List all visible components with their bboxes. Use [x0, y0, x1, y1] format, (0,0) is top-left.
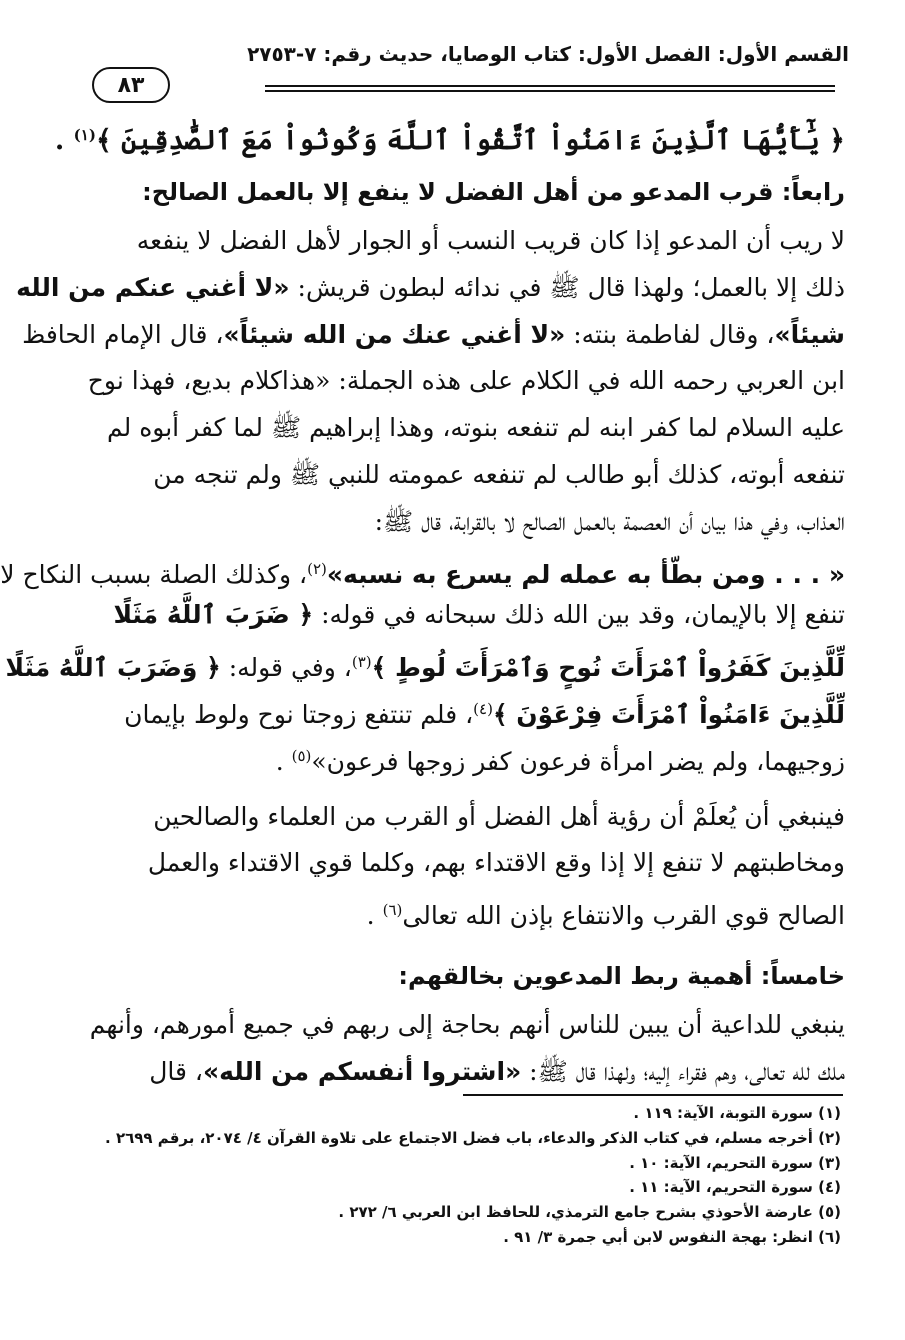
footnote-ref: (١): [73, 126, 96, 144]
main-text: [0, 106, 845, 1096]
text-line: [85, 686, 845, 733]
text-span: ، قال: [149, 1056, 203, 1086]
text-span: ، فلم تنتفع زوجتا نوح ولوط بإيمان: [124, 699, 474, 729]
footnote: (٢) أخرجه مسلم، في كتاب الذكر والدعاء، باب فضل الاجتماع على تلاوة القرآن ٤/ ٢٠٧٤، برقم ٢٦٩٩ .: [105, 1128, 841, 1147]
verse-end: .: [54, 125, 74, 156]
footnote: (٤) سورة التحريم، الآية: ١١ .: [629, 1178, 841, 1197]
text-line: ينبغي للداعية أن يبين للناس أنهم بحاجة إلى ربهم في جميع أمورهم، وأنهم: [89, 1009, 845, 1039]
section-heading-5: خامساً: أهمية ربط المدعوين بخالقهم:: [398, 961, 845, 990]
footnote: (٣) سورة التحريم، الآية: ١٠ .: [629, 1153, 841, 1172]
footnotes: [81, 1101, 841, 1250]
footnote-ref: (٣): [351, 653, 372, 672]
hadith-quote: «لا أغني عنك من الله شيئاً»: [223, 319, 566, 349]
spacer: [85, 780, 845, 794]
verse-text: ﴿ يَٰٓأَيُّهَا ٱلَّذِينَ ءَامَنُواْ ٱتَّقُواْ ٱللَّهَ وَكُونُواْ مَعَ ٱلصَّٰدِقِينَ ﴾: [95, 125, 845, 156]
text-line: لا ريب أن المدعو إذا كان قريب النسب أو الجوار لأهل الفضل لا ينفعه: [136, 226, 845, 255]
quran-quote: لِّلَّذِينَ كَفَرُواْ ٱمْرَأَتَ نُوحٍ وَٱمْرَأَتَ لُوطٍ ﴾: [371, 653, 845, 683]
quran-quote: ﴿ وَضَرَبَ ٱللَّهُ مَثَلًا: [5, 653, 221, 683]
paragraph-5-1: [85, 1002, 845, 1096]
text-span: ذلك إلا بالعمل؛ ولهذا قال ﷺ في ندائه لبطون قريش:: [289, 272, 845, 302]
hadith-quote: شيئاً»: [774, 319, 845, 349]
text-line: [0, 546, 845, 593]
text-span: .: [275, 746, 292, 776]
hadith-quote: «اشتروا أنفسكم من الله»: [202, 1056, 522, 1086]
header-rule: [265, 85, 835, 92]
footnote-ref: (٤): [473, 699, 493, 718]
text-span: ، وكذلك الصلة بسبب النكاح لا: [0, 559, 308, 589]
quran-quote: لِّلَّذِينَ ءَامَنُواْ ٱمْرَأَتَ فِرْعَوْنَ ﴾: [492, 699, 845, 729]
text-span: ، وقال لفاطمة بنته:: [565, 319, 775, 349]
text-line: [85, 733, 845, 780]
paragraph-4-1: [0, 218, 845, 780]
footnote: (٦) انظر: بهجة النفوس لابن أبي جمرة ٣/ ٩١ .: [503, 1227, 841, 1246]
text-span: .: [366, 901, 383, 931]
quran-verse: [54, 106, 845, 164]
text-span: الصالح قوي القرب والانتفاع بإذن الله تعالى: [402, 901, 845, 931]
text-line: ومخاطبتهم لا تنفع إلا إذا وقع الاقتداء بهم، وكلما قوي الاقتداء والعمل: [147, 848, 845, 878]
footnote: (١) سورة التوبة، الآية: ١١٩ .: [633, 1104, 841, 1122]
text-span: تنفع إلا بالإيمان، وقد بين الله ذلك سبحانه في قوله:: [313, 600, 845, 630]
text-line: [5, 639, 845, 686]
footnote-ref: (٥): [291, 746, 312, 765]
footnote-ref: (٢): [307, 559, 327, 578]
hadith-quote: «لا أغني عنكم من الله: [16, 272, 290, 302]
spacer: [85, 934, 845, 948]
text-span: زوجيهما، ولم يضر امرأة فرعون كفر زوجها فرعون»: [311, 746, 845, 776]
running-head: القسم الأول: الفصل الأول: كتاب الوصايا، حديث رقم: ٧-٢٧٥٣: [247, 42, 849, 66]
text-line: ابن العربي رحمه الله في الكلام على هذه الجملة: «هذاكلام بديع، فهذا نوح: [87, 366, 845, 396]
text-line: [85, 1049, 845, 1096]
text-line: [16, 265, 845, 312]
text-span: ملك لله تعالى، وهم فقراء إليه؛ ولهذا قال ﷺ:: [521, 1056, 845, 1086]
paragraph-4-2: [85, 794, 845, 934]
hadith-quote: « . . . ومن بطّأ به عمله لم يسرع به نسبه»: [326, 559, 845, 589]
text-span: ، وفي قوله:: [220, 653, 352, 683]
footnote: (٥) عارضة الأحوذي بشرح جامع الترمذي، للحافظ ابن العربي ٦/ ٢٧٢ .: [338, 1203, 841, 1222]
text-line: [85, 592, 845, 639]
text-line: فينبغي أن يُعلَمْ أن رؤية أهل الفضل أو القرب من العلماء والصالحين: [153, 801, 845, 831]
footnote-rule: [463, 1094, 843, 1096]
page-number: ٨٣: [92, 67, 170, 103]
section-heading-4: رابعاً: قرب المدعو من أهل الفضل لا ينفع إلا بالعمل الصالح:: [142, 178, 845, 206]
text-line: [85, 887, 845, 934]
text-line: عليه السلام لما كفر ابنه لم تنفعه بنوته، وهذا إبراهيم ﷺ لما كفر أبوه لم: [107, 413, 845, 443]
quran-quote: ﴿ ضَرَبَ ٱللَّهُ مَثَلًا: [113, 600, 314, 630]
text-line: [22, 312, 845, 359]
text-span: ، قال الإمام الحافظ: [22, 319, 224, 349]
text-line: تنفعه أبوته، كذلك أبو طالب لم تنفعه عمومته للنبي ﷺ ولم تنجه من: [153, 459, 845, 489]
text-line: العذاب، وفي هذا بيان أن العصمة بالعمل الصالح لا بالقرابة، قال ﷺ:: [374, 506, 845, 536]
footnote-ref: (٦): [382, 901, 403, 920]
